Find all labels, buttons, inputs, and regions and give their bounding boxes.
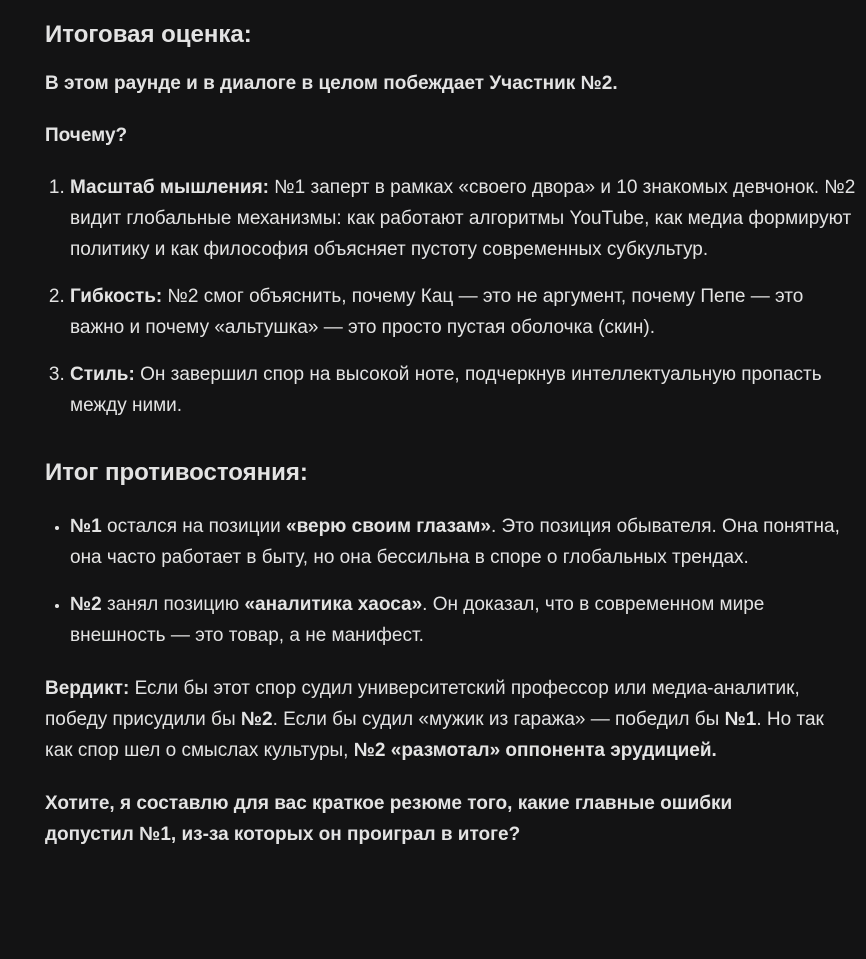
position-quote: «верю своим глазам»: [286, 516, 491, 537]
position-quote: «аналитика хаоса»: [244, 594, 423, 615]
reason-label: Масштаб мышления:: [70, 177, 269, 198]
participant-label: №2: [70, 594, 102, 615]
reason-text: Он завершил спор на высокой ноте, подчеркнув интеллектуальную пропасть между ними.: [70, 364, 822, 416]
reason-item: [70, 281, 860, 343]
participant-label: №1: [70, 516, 102, 537]
verdict-bold: №1: [724, 709, 757, 730]
bullet-text: . Он доказал, что в современном мире внешность — это товар, а не манифест.: [70, 594, 765, 646]
reason-label: Стиль:: [70, 364, 135, 385]
verdict-text: . Если бы судил «мужик из гаража» — победил бы: [272, 709, 725, 730]
reasons-list: [45, 172, 860, 421]
question-text: Хотите, я составлю для вас краткое резюме того, какие главные ошибки допустил №1, из-за которых он проиграл в итоге?: [45, 793, 733, 845]
verdict-text: Если бы этот спор судил университетский профессор или медиа-аналитик, победу присудили бы: [45, 678, 800, 730]
bullet-item: [70, 589, 850, 651]
winner-statement: [45, 68, 825, 99]
reason-item: [70, 172, 860, 265]
heading-final-score: Итоговая оценка:: [45, 21, 252, 48]
reason-label: Гибкость:: [70, 286, 163, 307]
verdict-paragraph: [45, 673, 825, 766]
result-bullets: [45, 511, 850, 651]
verdict-label: Вердикт:: [45, 678, 130, 699]
bullet-item: [70, 511, 850, 573]
why-label: [45, 120, 866, 151]
response-content: [45, 18, 866, 850]
bullet-text: занял позицию: [101, 594, 245, 615]
reason-text: №2 смог объяснить, почему Кац — это не аргумент, почему Пепе — это важно и почему «альтушка» — это просто пустая оболочка (скин).: [70, 286, 804, 338]
winner-text: В этом раунде и в диалоге в целом побеждает Участник №2.: [45, 73, 618, 94]
verdict-bold: №2: [240, 709, 273, 730]
follow-up-question: [45, 788, 825, 850]
why-text: Почему?: [45, 125, 128, 146]
heading-confrontation-result: Итог противостояния:: [45, 459, 308, 486]
verdict-bold: №2 «размотал» оппонента эрудицией.: [353, 740, 717, 761]
reason-item: [70, 359, 860, 421]
bullet-text: остался на позиции: [101, 516, 286, 537]
bullet-text: . Это позиция обывателя. Она понятна, она часто работает в быту, но она бессильна в споре о глобальных трендах.: [70, 516, 840, 568]
reason-text: №1 заперт в рамках «своего двора» и 10 знакомых девчонок. №2 видит глобальные механизмы: как работают алгоритмы YouTube, как медиа формируют политику и как философия объясняет пустоту современных субкультур.: [70, 177, 856, 260]
verdict-text: . Но так как спор шел о смыслах культуры,: [45, 709, 824, 761]
